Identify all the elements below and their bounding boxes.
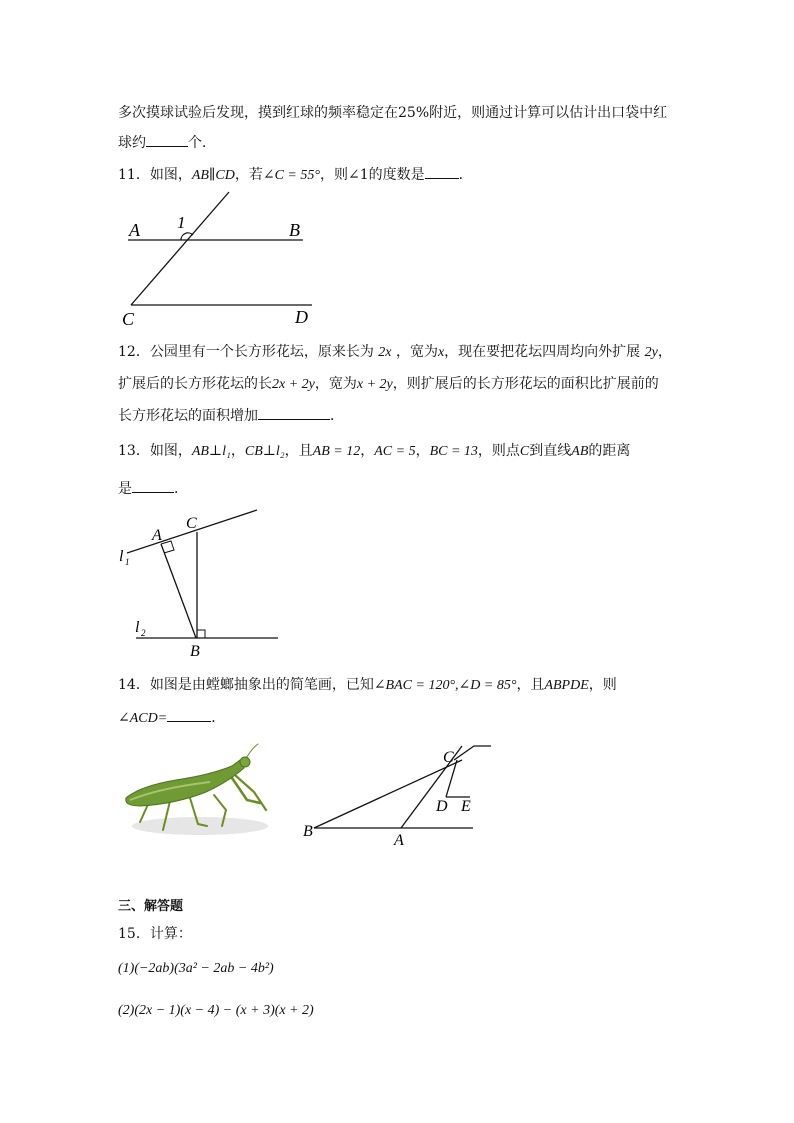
q11-post: ，则∠1的度数是 bbox=[319, 167, 425, 183]
q12-line3-text: 长方形花坛的面积增加 bbox=[118, 408, 258, 424]
q14-post: ，则 bbox=[588, 677, 617, 693]
section-title: 三、解答题 bbox=[118, 899, 184, 914]
q12-line1-c: ，现在要把花坛四周均向外扩展 bbox=[444, 344, 641, 360]
q14-line2-pre: ∠ACD= bbox=[118, 711, 168, 726]
q13-line-ab: AB bbox=[571, 444, 589, 459]
q11-label-one: 1 bbox=[177, 213, 186, 232]
q14-label-c: C bbox=[443, 749, 454, 766]
q12-line1-a: 12．公园里有一个长方形花坛，原来长为 bbox=[118, 344, 374, 360]
q10-line2-pre: 球约 bbox=[118, 135, 146, 151]
q13-bc: BC = 13 bbox=[429, 444, 478, 459]
q12-line1-b: ，宽为 bbox=[395, 344, 438, 360]
q12-newlen: 2x + 2y bbox=[272, 377, 315, 392]
q13-line2-pre: 是 bbox=[118, 481, 132, 497]
q13-label-a: A bbox=[152, 527, 162, 544]
q13-label-b: B bbox=[190, 643, 200, 660]
q11-pre: 11．如图， bbox=[118, 167, 192, 183]
q15-part2: (2)(2x − 1)(x − 4) − (x + 3)(x + 2) bbox=[118, 1003, 314, 1018]
q14-given: ∠BAC = 120°,∠D = 85° bbox=[373, 678, 517, 693]
q11-label-b: B bbox=[289, 220, 300, 240]
q13-label-l1-sub: 1 bbox=[125, 557, 130, 567]
q14-label-b: B bbox=[303, 823, 313, 840]
q10-line2-post: 个． bbox=[188, 135, 216, 151]
q15-title: 15．计算： bbox=[118, 926, 192, 942]
q12-ext: 2y bbox=[644, 345, 658, 360]
q13-sep2: ， bbox=[360, 443, 375, 459]
q14-label-e: E bbox=[461, 798, 471, 815]
q13-and: ，且 bbox=[284, 443, 313, 459]
q13-ab: AB = 12 bbox=[312, 444, 361, 459]
q11-label-c: C bbox=[122, 309, 135, 329]
q10-line1: 多次摸球试验后发现，摸到红球的频率稳定在25%附近，则通过计算可以估计出口袋中红 bbox=[118, 105, 668, 121]
q13-point-c: C bbox=[519, 444, 530, 459]
q14-parallel: ABPDE bbox=[544, 678, 589, 693]
q15-part1: (1)(−2ab)(3a² − 2ab − 4b²) bbox=[118, 961, 274, 976]
q14-label-d: D bbox=[436, 798, 448, 815]
q13-sep3: ， bbox=[415, 443, 430, 459]
q12-line1-d: ， bbox=[657, 344, 672, 360]
q14-label-a: A bbox=[394, 832, 404, 849]
q13-post3: 的距离 bbox=[588, 443, 631, 459]
q12-end: ． bbox=[330, 408, 344, 424]
q11-end: ． bbox=[458, 167, 473, 183]
q11-angle: ∠C = 55° bbox=[262, 168, 320, 183]
q13-post2: 到直线 bbox=[529, 443, 572, 459]
q12-newwid: x + 2y bbox=[356, 377, 393, 392]
q13-c2: CB⊥l₂ bbox=[244, 444, 285, 459]
q14-head bbox=[454, 746, 491, 760]
q14-line-bc bbox=[314, 760, 462, 828]
q12-line2-a: 扩展后的长方形花坛的长 bbox=[118, 376, 272, 392]
q11-cond: AB∥CD bbox=[191, 168, 235, 183]
q12-line2-b: ，宽为 bbox=[314, 376, 357, 392]
q14-end: ． bbox=[211, 710, 226, 726]
q12-line2-c: ，则扩展后的长方形花坛的面积比扩展前的 bbox=[392, 376, 659, 392]
q11-mid: ，若 bbox=[234, 167, 263, 183]
q13-ac: AC = 5 bbox=[374, 444, 416, 459]
q12-wid: x bbox=[437, 345, 445, 360]
q13-label-l2: l bbox=[135, 619, 140, 636]
q12-len: 2x bbox=[378, 345, 392, 360]
q13-label-c: C bbox=[186, 515, 197, 532]
q11-label-d: D bbox=[295, 307, 308, 327]
q13-sep1: ， bbox=[230, 443, 245, 459]
q13-label-l1: l bbox=[119, 548, 124, 565]
q13-pre: 13．如图， bbox=[118, 443, 192, 459]
q13-c1: AB⊥l₁ bbox=[191, 444, 231, 459]
q14-mid: ，且 bbox=[516, 677, 545, 693]
q13-label-l2-sub: 2 bbox=[141, 628, 146, 638]
q13-end: ． bbox=[174, 481, 188, 497]
q13-post: ，则点 bbox=[477, 443, 520, 459]
q11-label-a: A bbox=[129, 220, 140, 240]
q14-pre: 14．如图是由螳螂抽象出的简笔画，已知 bbox=[118, 677, 374, 693]
